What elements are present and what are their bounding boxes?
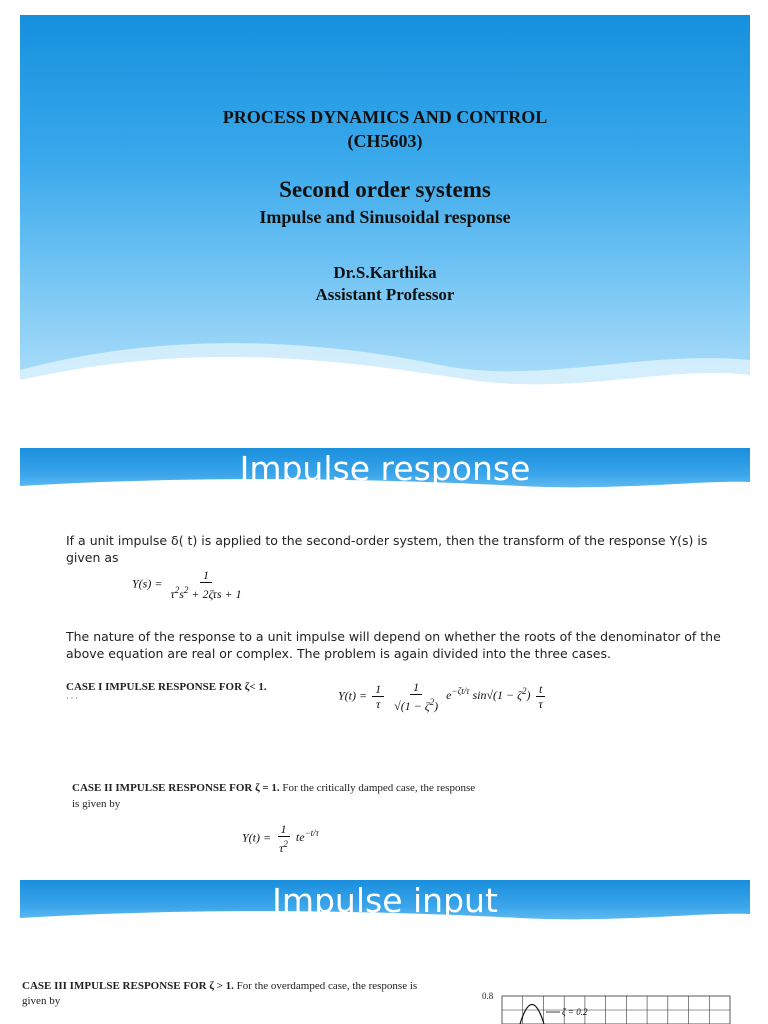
- case-1-mark: · · ·: [66, 694, 78, 703]
- equation-case1: [338, 680, 548, 713]
- author-role: Assistant Professor: [315, 285, 455, 304]
- case-3-cont: given by: [22, 995, 61, 1007]
- wave-decoration: [20, 320, 750, 400]
- author-name: Dr.S.Karthika: [333, 263, 437, 282]
- frac-t-tau: $\frac{t}{\tau}$: [535, 682, 545, 711]
- case-1-heading: CASE I IMPULSE RESPONSE FOR ζ< 1.: [66, 681, 267, 693]
- equation-case2-lhs: Y(t) =: [242, 830, 272, 845]
- case-2-heading: CASE II IMPULSE RESPONSE FOR ζ = 1.: [72, 782, 280, 794]
- banner-impulse-response: [20, 448, 750, 492]
- banner-impulse-input: [20, 880, 750, 924]
- case-3-label: [22, 980, 417, 992]
- frac-1-tau2: $\frac{1}{\tau^2}$: [279, 822, 288, 855]
- frac-1-tau: $\frac{1}{\tau}$: [372, 682, 384, 711]
- series-annotation: ζ = 0.2: [562, 1007, 588, 1017]
- equation-lhs: Y(s) =: [132, 576, 163, 591]
- cases-paragraph: The nature of the response to a unit impulse will depend on whether the roots of the denominator of the above equation are real or complex. The problem is again divided into the three cases.: [66, 629, 721, 661]
- series-line-zeta-0.2: [520, 1005, 544, 1024]
- course-code: (CH5603): [347, 131, 423, 151]
- course-name: PROCESS DYNAMICS AND CONTROL: [222, 107, 548, 127]
- slide-title: Second order systems: [279, 177, 491, 202]
- banner-title-2: Impulse input: [272, 881, 498, 920]
- equation-numerator: 1: [200, 568, 212, 583]
- case-3-heading: CASE III IMPULSE RESPONSE FOR ζ > 1.: [22, 980, 234, 992]
- case-2-text: For the critically damped case, the response: [282, 782, 476, 794]
- exp-term-2: $te^{-t/\tau}$: [295, 828, 319, 845]
- exp-term: $e^{-\zeta t/\tau}$ $\sin√(1 - \zeta^2)$: [446, 686, 531, 703]
- case-1-label: [66, 681, 267, 693]
- frac-1-sqrt: $\frac{1}{√(1 - \zeta^2)}$: [394, 680, 439, 713]
- y-tick-label: 0.8: [482, 991, 494, 1001]
- equation-case1-lhs: Y(t) =: [338, 688, 368, 703]
- chart-grid: [502, 996, 730, 1024]
- case-3-text: For the overdamped case, the response is: [236, 980, 418, 992]
- equation-fraction: [167, 568, 244, 601]
- title-slide: [20, 15, 750, 400]
- case-2-cont: is given by: [72, 798, 121, 810]
- equation-ys: [132, 568, 247, 601]
- intro-paragraph: If a unit impulse δ( t) is applied to the second-order system, then the transform of the response Y(s) is given as: [66, 533, 708, 565]
- slide-subtitle: Impulse and Sinusoidal response: [259, 207, 511, 227]
- banner-title: Impulse response: [239, 449, 531, 488]
- equation-case2: [242, 822, 319, 855]
- impulse-response-chart: [480, 988, 740, 1024]
- equation-denominator: $\tau^2s^2 + 2\zeta\tau s + 1$: [170, 585, 242, 601]
- case-2-label: [72, 782, 475, 794]
